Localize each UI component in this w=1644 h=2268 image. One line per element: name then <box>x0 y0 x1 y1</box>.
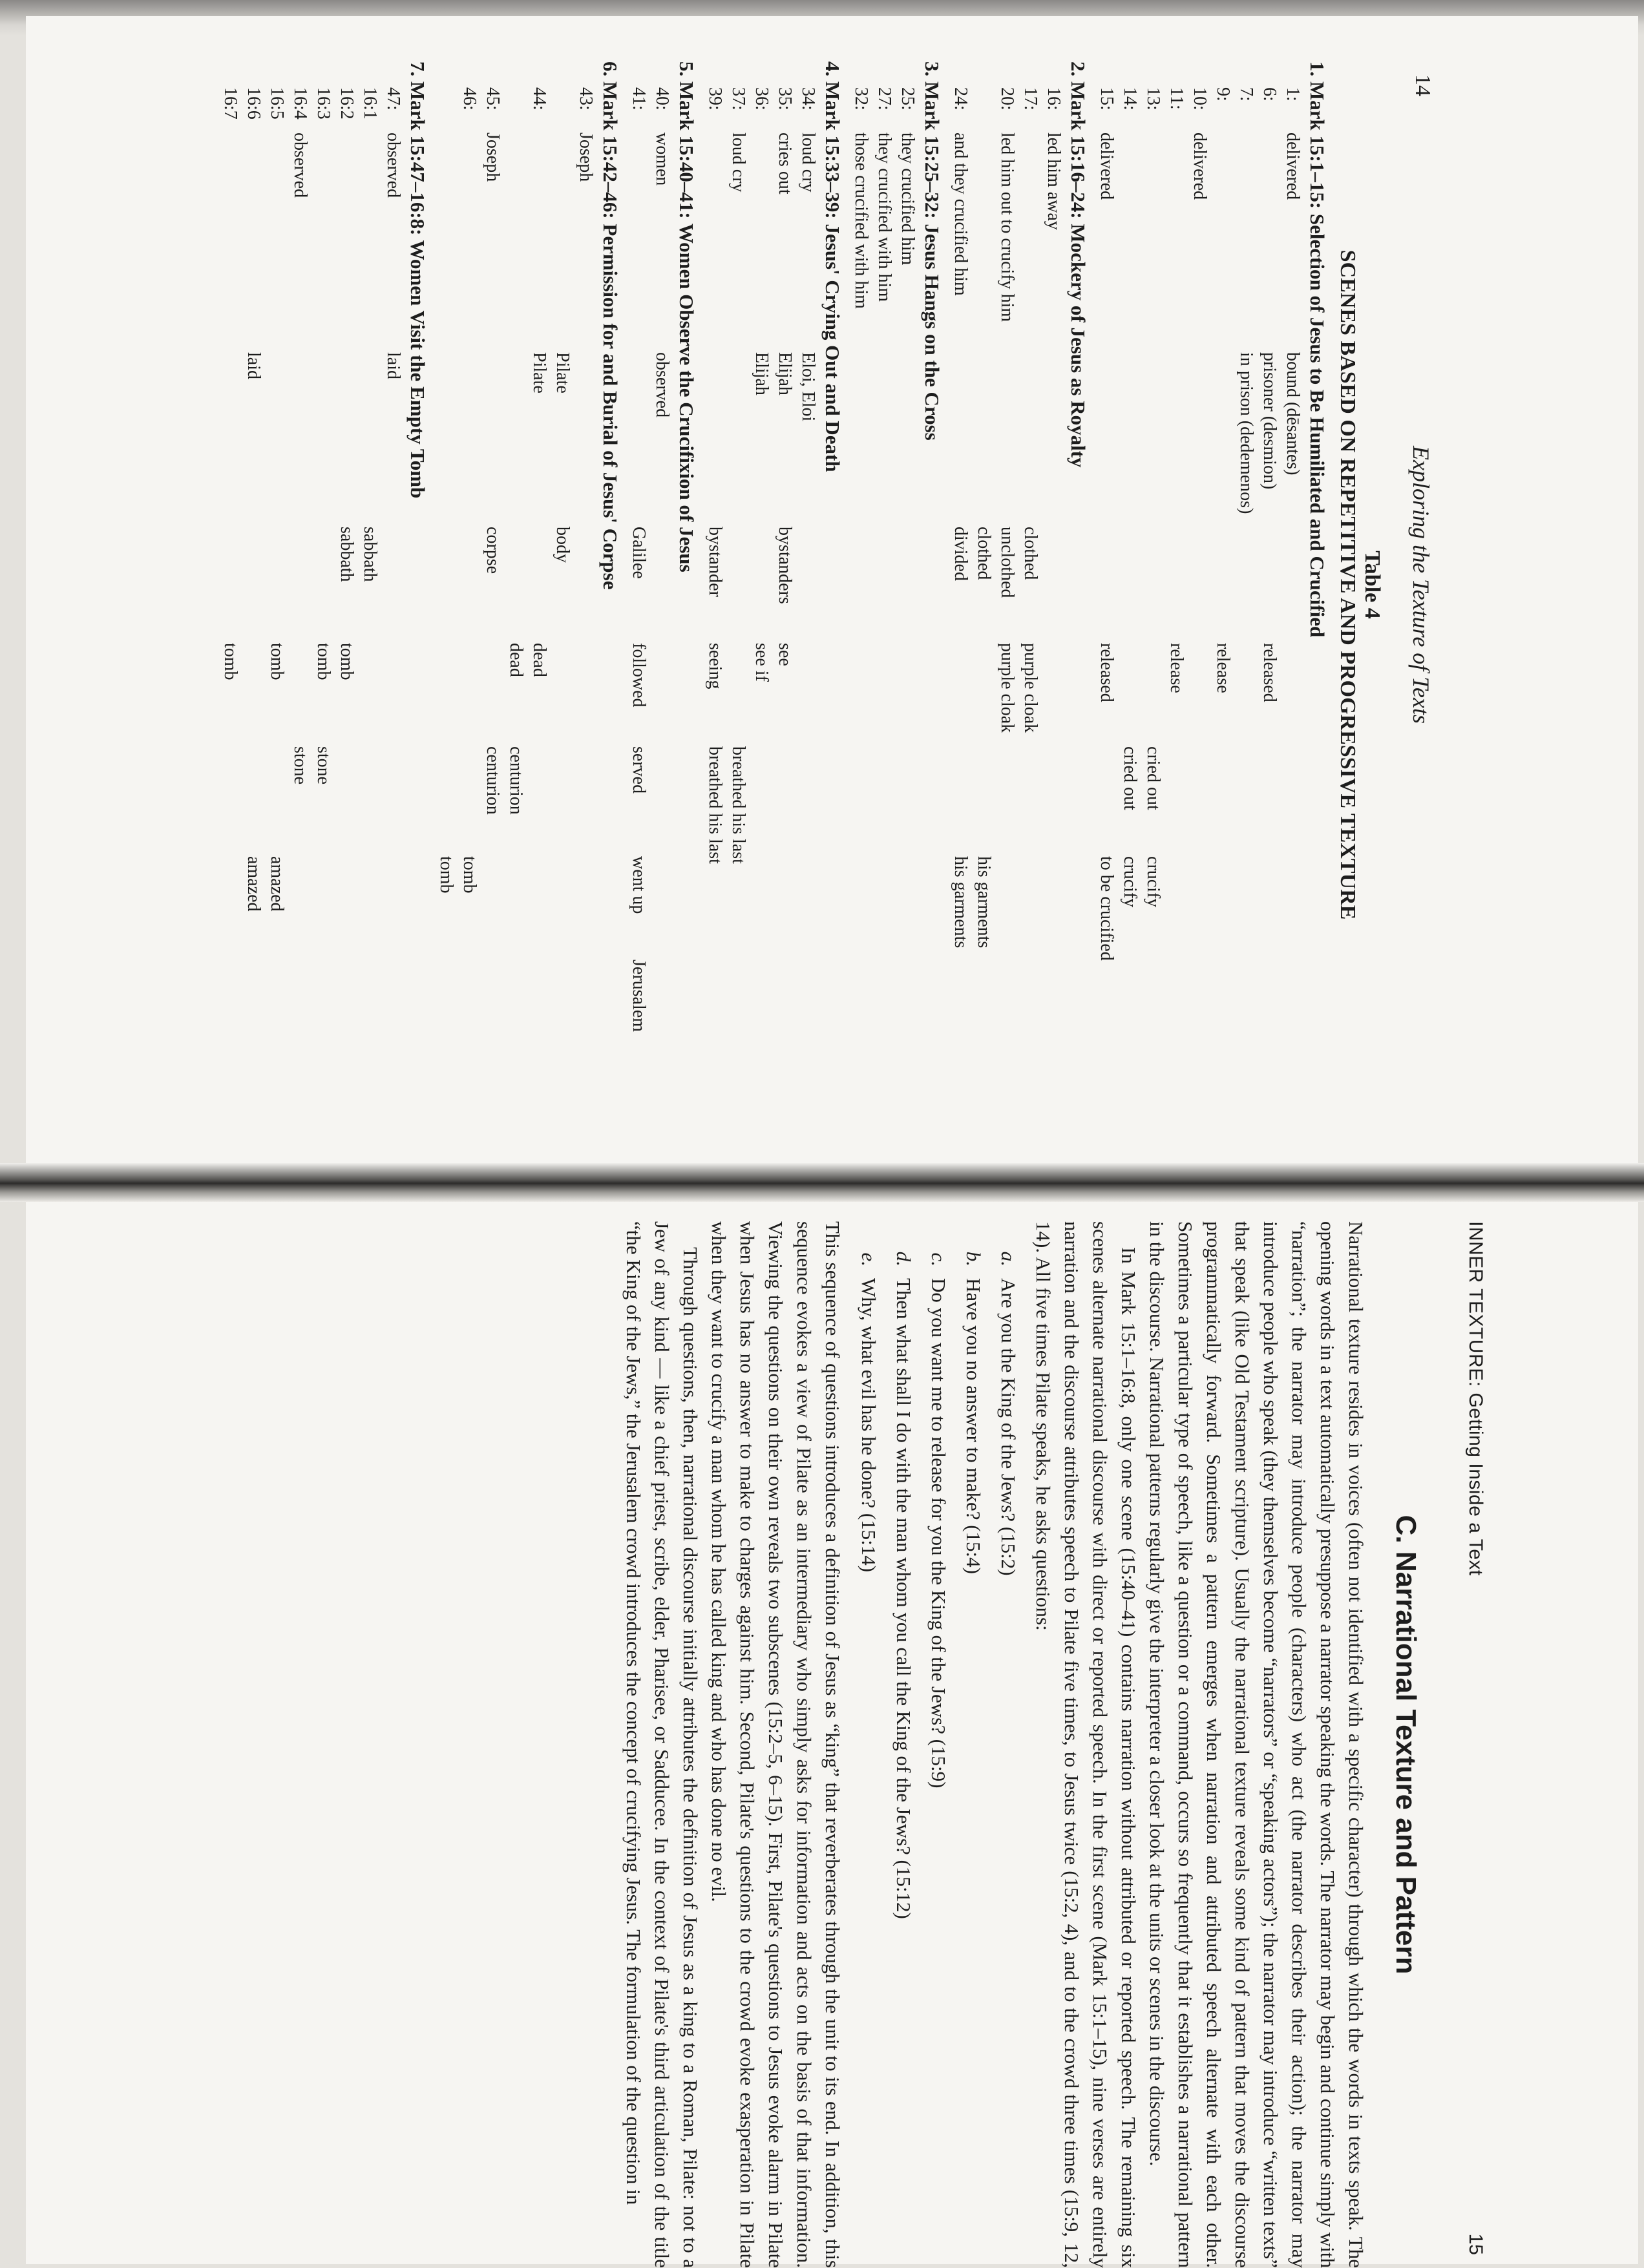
table-cell: sabbath <box>360 527 380 582</box>
table-cell: Galilee <box>629 527 649 579</box>
verse-ref: 17: <box>1020 87 1040 110</box>
table-row <box>504 61 527 1108</box>
table-cell: Eloi, Eloi <box>798 352 818 422</box>
table-cell: Pilate <box>553 352 573 394</box>
verse-ref: 15: <box>1097 87 1117 110</box>
table-cell: see if <box>752 643 772 682</box>
left-page <box>0 61 1435 1108</box>
table-row <box>242 61 265 1108</box>
table-cell: crucify <box>1120 856 1140 908</box>
list-letter: b. <box>962 1251 985 1266</box>
verse-ref: 25: <box>898 87 918 110</box>
table-cell: released <box>1097 643 1117 702</box>
paragraph: In Mark 15:1–16:8, only one scene (15:40–41) contains narration without attributed or reported speech. The remaining six scenes alternate narrational discourse with direct or reported speech. In the first scene (Mark 15:1–15), nine verses are entirely narration and the discourse attributes speech to Pilate five times, to Jesus twice (15:2, 4), and to the crowd three times (15:9, 12, 14). All five times Pilate speaks, he asks questions: <box>1032 1221 1140 2268</box>
verse-ref: 10: <box>1190 87 1210 110</box>
verse-ref: 9: <box>1213 87 1233 101</box>
verse-ref: 35: <box>775 87 795 110</box>
verse-ref: 7: <box>1236 87 1256 101</box>
table-cell: tomb <box>313 643 333 680</box>
verse-ref: 37: <box>728 87 748 110</box>
table-row <box>627 61 650 1108</box>
table-cell: dead <box>506 643 526 677</box>
table-row <box>1141 61 1164 1108</box>
table-row <box>796 61 819 1108</box>
table-cell: served <box>629 746 649 794</box>
page-number: 15 <box>1465 2233 1486 2255</box>
table-section <box>849 61 945 1108</box>
verse-ref: 13: <box>1143 87 1163 110</box>
verse-ref: 6: <box>1259 87 1280 101</box>
table-row <box>265 61 288 1108</box>
verse-ref: 32: <box>851 87 871 110</box>
verse-ref: 36: <box>752 87 772 110</box>
table-row <box>750 61 773 1108</box>
verse-ref: 27: <box>874 87 894 110</box>
question-text: Have you no answer to make? (15:4) <box>962 1278 985 1574</box>
verse-ref: 16:3 <box>313 87 333 120</box>
paragraph: Through questions, then, narrational discourse initially attributes the definition of Jesus as a king to a Roman, Pilate: not to a Jew of any kind — like a chief priest, scribe, elder, Pharisee, or Sadducee. In the context of Pilate's third articulation of the title “the King of the Jews,” the Jerusalem crowd introduces the concept of crucifying Jesus. The formulation of the question in <box>622 1221 702 2268</box>
table-cell: led him away <box>1044 132 1064 230</box>
table-cell: delivered <box>1190 132 1210 200</box>
table-row <box>1164 61 1188 1108</box>
table-cell: in prison (dedemenos) <box>1236 352 1256 514</box>
verse-ref: 14: <box>1120 87 1140 110</box>
running-head-left <box>1389 61 1435 1108</box>
table-cell: amazed <box>244 856 264 912</box>
table-row <box>972 61 995 1108</box>
table-cell: clothed <box>1020 527 1040 580</box>
table-cell: women <box>652 132 672 186</box>
list-item <box>854 1221 883 2268</box>
table-cell: Elijah <box>775 352 795 395</box>
table-cell: breathed his last <box>705 746 725 864</box>
table-cell: crucify <box>1143 856 1163 908</box>
verse-ref: 45: <box>483 87 503 110</box>
table-cell: stone <box>290 746 310 785</box>
list-item <box>889 1221 918 2268</box>
verse-ref: 40: <box>652 87 672 110</box>
table-cell: laid <box>383 352 403 379</box>
table-cell: his garments <box>951 856 971 949</box>
verse-ref: 16:7 <box>220 87 240 120</box>
table-cell: they crucified with him <box>874 132 894 302</box>
table-row <box>1188 61 1211 1108</box>
table-cell: tomb <box>220 643 240 680</box>
verse-ref: 16:5 <box>267 87 287 120</box>
table-cell: delivered <box>1097 132 1117 200</box>
question-text: Do you want me to release for you the King of the Jews? (15:9) <box>927 1278 950 1789</box>
table-row <box>726 61 750 1108</box>
paragraph: This sequence of questions introduces a definition of Jesus as “king” that reverberates through the unit to its end. In addition, this sequence evokes a view of Pilate as an intermediary who simply asks for information and acts on the basis of that information. Viewing the questions on their own reveals two subscenes (15:2–5, 6–15). First, Pilate's questions to Jesus evoke alarm in Pilate when Jesus has no answer to make to charges against him. Second, Pilate's questions to the crowd evoke exasperation in Pilate when they want to crucify a man whom he has called king and who has done no evil. <box>708 1221 844 2268</box>
list-letter: a. <box>997 1251 1020 1266</box>
table-cell: sabbath <box>337 527 357 582</box>
table-row <box>381 61 405 1108</box>
table-cell: purple cloak <box>997 643 1017 733</box>
table-cell: amazed <box>267 856 287 912</box>
table-row <box>995 61 1018 1108</box>
book-gutter <box>0 1163 1644 1202</box>
verse-ref: 47: <box>383 87 403 110</box>
list-letter: e. <box>858 1252 880 1266</box>
section-heading: 3. Mark 15:25–32: Jesus Hangs on the Cross <box>921 61 943 441</box>
table-section <box>1095 61 1330 1108</box>
verse-ref: 41: <box>629 87 649 110</box>
table-cell: cries out <box>775 132 795 194</box>
verse-ref: 46: <box>459 87 480 110</box>
table-cell: divided <box>951 527 971 581</box>
table-row <box>896 61 919 1108</box>
table-cell: led him out to crucify him <box>997 132 1017 322</box>
table-cell: release <box>1213 643 1233 693</box>
table-cell: Jerusalem <box>629 960 649 1032</box>
verse-ref: 1: <box>1283 87 1303 101</box>
table-cell: tomb <box>267 643 287 680</box>
table-row <box>458 61 481 1108</box>
table-row <box>773 61 796 1108</box>
table-section <box>627 61 699 1108</box>
table-cell: observed <box>383 132 403 198</box>
table-row <box>849 61 872 1108</box>
running-title: INNER TEXTURE: Getting Inside a Text <box>1465 1221 1486 1576</box>
verse-ref: 43: <box>576 87 596 110</box>
list-item <box>959 1221 987 2268</box>
list-letter: c. <box>927 1252 950 1266</box>
table-cell: Elijah <box>752 352 772 395</box>
table-cell: breathed his last <box>728 746 748 864</box>
table-row <box>949 61 972 1108</box>
table-cell: went up <box>629 856 649 914</box>
table-row <box>218 61 242 1108</box>
table-section <box>703 61 845 1108</box>
table-row <box>1095 61 1118 1108</box>
table-cell: loud cry <box>798 132 818 193</box>
table-cell: those crucified with him <box>851 132 871 309</box>
table-cell: centurion <box>506 746 526 815</box>
table-row <box>1281 61 1304 1108</box>
table-cell: dead <box>529 643 549 677</box>
table-row <box>481 61 504 1108</box>
verse-ref: 20: <box>997 87 1017 110</box>
table-row <box>574 61 597 1108</box>
table-cell: prisoner (desmion) <box>1259 352 1280 490</box>
table-row <box>358 61 381 1108</box>
table-cell: and they crucified him <box>951 132 971 296</box>
table-row <box>527 61 551 1108</box>
table-cell: centurion <box>483 746 503 815</box>
table-cell: loud cry <box>728 132 748 193</box>
table-label: Table 4 <box>1360 551 1384 619</box>
section-heading: 2. Mark 15:16–24: Mockery of Jesus as Royalty <box>1067 61 1090 468</box>
verse-ref: 16:6 <box>244 87 264 120</box>
table-cell: delivered <box>1283 132 1303 200</box>
table-cell: bystander <box>705 527 725 597</box>
list-item <box>924 1221 953 2268</box>
table-cell: purple cloak <box>1020 643 1040 733</box>
table-cell: cried out <box>1143 746 1163 810</box>
table-cell: his garments <box>974 856 994 949</box>
section-heading: 7. Mark 15:47–16:8: Women Visit the Empty Tomb <box>406 61 429 499</box>
table-row <box>1234 61 1258 1108</box>
paragraph: Narrational texture resides in voices (often not identified with a specific character) through which the words in texts speak. The opening words in a text automatically presuppose a narrator speaking the words. The narrator may begin and continue simply with “narration”; the narrator may introduce people (characters) who act (the narrator describes their action); the narrator may introduce people who speak (they themselves become “narrators” or “speaking actors”); the narrator may introduce “written texts” that speak (like Old Testament scripture). Usually the narrational texture reveals some kind of pattern that moves the discourse programmatically forward. Sometimes a pattern emerges when narration and attributed speech alternate with each other. Sometimes a particular type of speech, like a question or a command, occurs so frequently that it establishes a narrational pattern in the discourse. Narrational patterns regularly give the interpreter a closer look at the units or scenes in the discourse. <box>1146 1221 1367 2268</box>
table-cell: corpse <box>483 527 503 574</box>
table-row <box>335 61 358 1108</box>
verse-ref: 11: <box>1166 87 1186 110</box>
verse-ref: 16: <box>1044 87 1064 110</box>
table-cell: released <box>1259 643 1280 702</box>
verse-ref: 16:4 <box>290 87 310 120</box>
list-letter: d. <box>892 1251 915 1266</box>
table-row <box>872 61 896 1108</box>
table-cell: followed <box>629 643 649 708</box>
section-heading: 1. Mark 15:1–15: Selection of Jesus to Be Humiliated and Crucified <box>1306 61 1329 638</box>
table-cell: Pilate <box>529 352 549 394</box>
table-cell: stone <box>313 746 333 785</box>
table-title: SCENES BASED ON REPETITIVE AND PROGRESSIVE TEXTURE <box>1336 249 1360 920</box>
running-head-right <box>1441 1221 1486 2268</box>
running-title: Exploring the Texture of Texts <box>1408 446 1434 724</box>
section-heading: 6. Mark 15:42–46: Permission for and Burial of Jesus' Corpse <box>599 61 622 590</box>
question-text: Why, what evil has he done? (15:14) <box>858 1278 880 1573</box>
table-cell: tomb <box>459 856 480 894</box>
table-section <box>218 61 430 1108</box>
body-text <box>619 1221 1370 2268</box>
table-cell: see <box>775 643 795 666</box>
verse-ref: 24: <box>951 87 971 110</box>
table-cell: to be crucified <box>1097 856 1117 961</box>
scenes-table <box>218 61 1330 1108</box>
question-text: Then what shall I do with the man whom you call the King of the Jews? (15:12) <box>892 1278 915 1919</box>
table-cell: Joseph <box>483 132 503 182</box>
question-text: Are you the King of the Jews? (15:2) <box>997 1278 1020 1576</box>
verse-ref: 44: <box>529 87 549 110</box>
page-number: 14 <box>1411 74 1435 96</box>
table-cell: release <box>1166 643 1186 693</box>
table-cell: laid <box>244 352 264 379</box>
table-section <box>949 61 1091 1108</box>
table-row <box>311 61 335 1108</box>
table-row <box>1211 61 1234 1108</box>
table-row <box>650 61 673 1108</box>
table-cell: seeing <box>705 643 725 689</box>
table-cell: bystanders <box>775 527 795 604</box>
verse-ref: 16:2 <box>337 87 357 120</box>
table-cell: they crucified him <box>898 132 918 266</box>
list-item <box>994 1221 1022 2268</box>
verse-ref: 39: <box>705 87 725 110</box>
question-list <box>854 1221 1022 2268</box>
table-row <box>434 61 458 1108</box>
verse-ref: 34: <box>798 87 818 110</box>
table-cell: unclothed <box>997 527 1017 598</box>
table-row <box>551 61 574 1108</box>
table-section <box>434 61 623 1108</box>
table-row <box>1118 61 1141 1108</box>
section-heading: 5. Mark 15:40–41: Women Observe the Crucifixion of Jesus <box>675 61 698 572</box>
table-row <box>1042 61 1065 1108</box>
table-row <box>1018 61 1042 1108</box>
table-row <box>288 61 311 1108</box>
section-heading: C. Narrational Texture and Pattern <box>1390 1515 1422 1975</box>
table-cell: Joseph <box>576 132 596 182</box>
table-cell: tomb <box>436 856 456 894</box>
section-heading: 4. Mark 15:33–39: Jesus' Crying Out and Death <box>821 61 844 472</box>
table-row <box>1258 61 1281 1108</box>
verse-ref: 16:1 <box>360 87 380 120</box>
table-cell: clothed <box>974 527 994 580</box>
table-row <box>703 61 726 1108</box>
table-cell: tomb <box>337 643 357 680</box>
table-cell: observed <box>290 132 310 198</box>
table-cell: body <box>553 527 573 563</box>
table-cell: bound (dēsantes) <box>1283 352 1303 476</box>
right-page <box>52 1221 1486 2268</box>
table-cell: cried out <box>1120 746 1140 810</box>
table-cell: observed <box>652 352 672 418</box>
